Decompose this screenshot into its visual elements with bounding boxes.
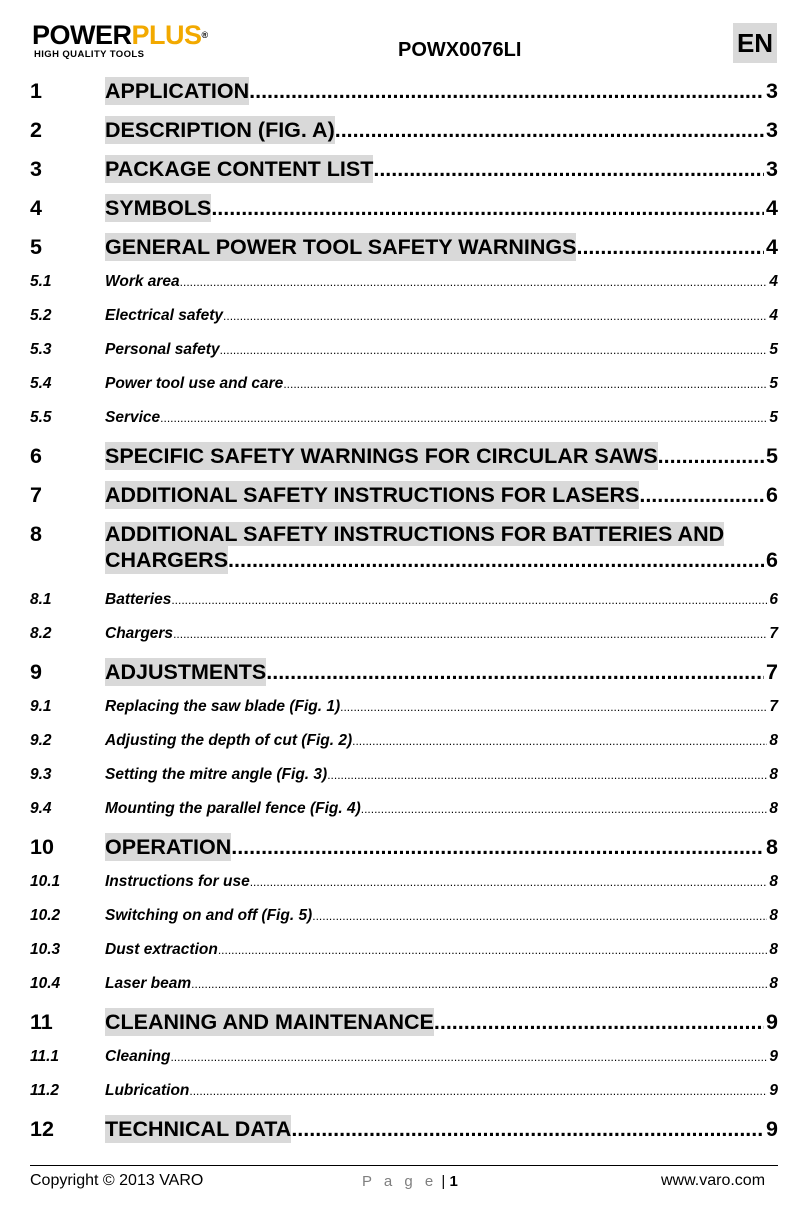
toc-page-number: 3 — [766, 118, 778, 142]
toc-leader-dots — [223, 306, 767, 326]
toc-page-number: 7 — [769, 698, 778, 715]
toc-title: GENERAL POWER TOOL SAFETY WARNINGS — [105, 235, 577, 259]
toc-title: SPECIFIC SAFETY WARNINGS FOR CIRCULAR SAWS — [105, 444, 658, 468]
toc-leader-dots — [361, 799, 768, 819]
toc-chapter-row[interactable] — [30, 116, 778, 144]
toc-title: Setting the mitre angle (Fig. 3) — [105, 766, 328, 783]
toc-chapter-row[interactable] — [30, 155, 778, 183]
toc-page-number: 8 — [769, 907, 778, 924]
toc-title: Personal safety — [105, 341, 220, 358]
footer-page-number: 1 — [449, 1173, 458, 1190]
toc-section-row[interactable] — [30, 799, 778, 819]
toc-title-line — [105, 765, 778, 785]
logo-registered: ® — [201, 30, 208, 40]
toc-number: 5.4 — [30, 375, 52, 392]
toc-leader-dots — [220, 340, 768, 360]
toc-title-line — [105, 340, 778, 360]
toc-section-row[interactable] — [30, 374, 778, 394]
footer-copyright: Copyright © 2013 VARO — [30, 1172, 204, 1189]
toc-title: Electrical safety — [105, 307, 224, 324]
toc-section-row[interactable] — [30, 1081, 778, 1101]
brand-logo — [32, 22, 247, 58]
toc-title-line — [105, 194, 778, 222]
toc-page-number: 8 — [769, 975, 778, 992]
toc-leader-dots — [189, 1081, 767, 1101]
toc-title: APPLICATION — [105, 79, 250, 103]
toc-page-number: 6 — [766, 548, 778, 572]
toc-number: 10.3 — [30, 941, 61, 958]
toc-number: 5.2 — [30, 307, 52, 324]
toc-chapter-row[interactable] — [30, 481, 778, 509]
toc-title-line — [105, 624, 778, 644]
toc-title: OPERATION — [105, 835, 232, 859]
toc-title-line — [105, 1081, 778, 1101]
toc-number: 9.4 — [30, 800, 52, 817]
toc-number: 12 — [30, 1117, 54, 1141]
footer-divider — [30, 1165, 778, 1166]
toc-title: Power tool use and care — [105, 375, 284, 392]
footer-page-separator: | — [437, 1173, 450, 1190]
toc-number: 5.3 — [30, 341, 52, 358]
toc-leader-dots — [658, 442, 764, 470]
language-badge: EN — [733, 23, 777, 63]
toc-title: Chargers — [105, 625, 174, 642]
toc-chapter-row[interactable] — [30, 658, 778, 686]
toc-page-number: 4 — [769, 307, 778, 324]
toc-title-line — [105, 546, 778, 574]
toc-number: 9 — [30, 660, 42, 684]
toc-page-number: 5 — [769, 409, 778, 426]
toc-leader-dots — [266, 658, 764, 686]
toc-title: CHARGERS — [105, 548, 229, 572]
toc-number: 8.2 — [30, 625, 52, 642]
toc-title-line — [105, 77, 778, 105]
toc-page-number: 8 — [769, 800, 778, 817]
toc-page-number: 4 — [769, 273, 778, 290]
toc-page-number: 5 — [766, 444, 778, 468]
toc-leader-dots — [180, 272, 768, 292]
toc-title: CLEANING AND MAINTENANCE — [105, 1010, 434, 1034]
toc-page-number: 9 — [766, 1010, 778, 1034]
toc-title-line — [105, 116, 778, 144]
toc-title-line — [105, 1047, 778, 1067]
toc-title: Dust extraction — [105, 941, 218, 958]
toc-leader-dots — [231, 833, 764, 861]
toc-title-line — [105, 906, 778, 926]
toc-section-row[interactable] — [30, 765, 778, 785]
toc-leader-dots — [312, 906, 767, 926]
toc-page-number: 8 — [769, 732, 778, 749]
toc-number: 10 — [30, 835, 54, 859]
toc-chapter-row[interactable] — [30, 1115, 778, 1143]
toc-page-number: 6 — [766, 483, 778, 507]
toc-title-line1 — [105, 520, 724, 548]
toc-section-row[interactable] — [30, 697, 778, 717]
toc-title: Service — [105, 409, 161, 426]
toc-title-line — [105, 481, 778, 509]
toc-number: 5 — [30, 235, 42, 259]
toc-leader-dots — [228, 546, 764, 574]
toc-page-number: 3 — [766, 79, 778, 103]
toc-section-row[interactable] — [30, 306, 778, 326]
toc-title: DESCRIPTION (FIG. A) — [105, 118, 335, 142]
toc-title-text: ADDITIONAL SAFETY INSTRUCTIONS FOR BATTERIES AND — [105, 522, 725, 546]
toc-number: 7 — [30, 483, 42, 507]
toc-number: 8.1 — [30, 591, 52, 608]
toc-chapter-row[interactable] — [30, 233, 778, 261]
toc-title-line — [105, 233, 778, 261]
toc-number: 2 — [30, 118, 42, 142]
toc-page-number: 5 — [769, 375, 778, 392]
toc-leader-dots — [249, 77, 764, 105]
toc-title-line — [105, 408, 778, 428]
toc-title: Mounting the parallel fence (Fig. 4) — [105, 800, 361, 817]
toc-title-line — [105, 442, 778, 470]
toc-number: 1 — [30, 79, 42, 103]
toc-section-row[interactable] — [30, 340, 778, 360]
toc-section-row[interactable] — [30, 906, 778, 926]
toc-page-number: 7 — [766, 660, 778, 684]
toc-leader-dots — [160, 408, 767, 428]
toc-chapter-row[interactable] — [30, 520, 778, 574]
toc-number: 9.2 — [30, 732, 52, 749]
toc-number: 6 — [30, 444, 42, 468]
toc-page-number: 9 — [769, 1048, 778, 1065]
toc-title-line — [105, 940, 778, 960]
toc-section-row[interactable] — [30, 1047, 778, 1067]
toc-leader-dots — [191, 974, 767, 994]
toc-number: 9.3 — [30, 766, 52, 783]
toc-leader-dots — [171, 590, 767, 610]
toc-section-row[interactable] — [30, 590, 778, 610]
toc-page-number: 5 — [769, 341, 778, 358]
footer-website[interactable]: www.varo.com — [661, 1172, 766, 1189]
toc-title-line — [105, 155, 778, 183]
toc-title: SYMBOLS — [105, 196, 212, 220]
toc-leader-dots — [218, 940, 768, 960]
toc-title: Work area — [105, 273, 180, 290]
toc-page-number: 8 — [769, 941, 778, 958]
toc-title-line — [105, 731, 778, 751]
model-number: POWX0076LI — [398, 39, 522, 61]
toc-page-number: 9 — [769, 1082, 778, 1099]
toc-section-row[interactable] — [30, 872, 778, 892]
toc-number: 4 — [30, 196, 42, 220]
toc-chapter-row[interactable] — [30, 194, 778, 222]
toc-chapter-row[interactable] — [30, 833, 778, 861]
toc-leader-dots — [576, 233, 764, 261]
toc-title-line — [105, 799, 778, 819]
toc-leader-dots — [170, 1047, 767, 1067]
logo-power: POWER — [32, 20, 132, 50]
toc-section-row[interactable] — [30, 624, 778, 644]
toc-leader-dots — [434, 1008, 764, 1036]
footer-page-word: P a g e — [362, 1173, 438, 1190]
toc-page-number: 8 — [769, 766, 778, 783]
toc-title-line — [105, 974, 778, 994]
toc-title: Replacing the saw blade (Fig. 1) — [105, 698, 341, 715]
toc-number: 8 — [30, 522, 42, 546]
toc-title-line — [105, 272, 778, 292]
toc-leader-dots — [327, 765, 767, 785]
toc-page-number: 3 — [766, 157, 778, 181]
toc-title: Switching on and off (Fig. 5) — [105, 907, 313, 924]
logo-tagline: HIGH QUALITY TOOLS — [34, 49, 145, 60]
toc-title-line — [105, 590, 778, 610]
toc-leader-dots — [373, 155, 764, 183]
toc-number: 9.1 — [30, 698, 52, 715]
toc-page-number: 4 — [766, 196, 778, 220]
toc-number: 11 — [30, 1010, 53, 1034]
toc-section-row[interactable] — [30, 408, 778, 428]
logo-wordmark — [32, 22, 208, 49]
toc-number: 11.1 — [30, 1048, 60, 1065]
toc-leader-dots — [173, 624, 767, 644]
toc-number: 5.1 — [30, 273, 52, 290]
toc-leader-dots — [211, 194, 764, 222]
toc-number: 10.2 — [30, 907, 61, 924]
toc-leader-dots — [250, 872, 768, 892]
toc-title-line — [105, 1008, 778, 1036]
toc-page-number: 8 — [769, 873, 778, 890]
toc-leader-dots — [352, 731, 767, 751]
toc-title-line — [105, 833, 778, 861]
toc-title: TECHNICAL DATA — [105, 1117, 292, 1141]
toc-section-row[interactable] — [30, 974, 778, 994]
toc-title: Cleaning — [105, 1048, 171, 1065]
toc-title: Batteries — [105, 591, 172, 608]
toc-page-number: 6 — [769, 591, 778, 608]
toc-section-row[interactable] — [30, 272, 778, 292]
toc-chapter-row[interactable] — [30, 1008, 778, 1036]
toc-page-number: 4 — [766, 235, 778, 259]
toc-title-line — [105, 374, 778, 394]
toc-leader-dots — [291, 1115, 764, 1143]
toc-chapter-row[interactable] — [30, 442, 778, 470]
toc-title: PACKAGE CONTENT LIST — [105, 157, 374, 181]
toc-title: Laser beam — [105, 975, 192, 992]
logo-plus: PLUS — [131, 20, 202, 50]
toc-number: 11.2 — [30, 1082, 60, 1099]
toc-leader-dots — [639, 481, 764, 509]
toc-chapter-row[interactable] — [30, 77, 778, 105]
toc-number: 5.5 — [30, 409, 52, 426]
toc-number: 3 — [30, 157, 42, 181]
toc-section-row[interactable] — [30, 731, 778, 751]
toc-title-line — [105, 872, 778, 892]
toc-page-number: 8 — [766, 835, 778, 859]
toc-title-line — [105, 697, 778, 717]
toc-leader-dots — [283, 374, 767, 394]
toc-title-line — [105, 1115, 778, 1143]
toc-title-line — [105, 306, 778, 326]
toc-section-row[interactable] — [30, 940, 778, 960]
toc-title: Lubrication — [105, 1082, 190, 1099]
toc-title: Instructions for use — [105, 873, 250, 890]
toc-page-number: 9 — [766, 1117, 778, 1141]
toc-number: 10.1 — [30, 873, 61, 890]
toc-title: Adjusting the depth of cut (Fig. 2) — [105, 732, 353, 749]
toc-page-number: 7 — [769, 625, 778, 642]
toc-title: ADDITIONAL SAFETY INSTRUCTIONS FOR LASERS — [105, 483, 640, 507]
toc-title: ADJUSTMENTS — [105, 660, 267, 684]
toc-number: 10.4 — [30, 975, 61, 992]
toc-leader-dots — [335, 116, 764, 144]
footer-page-indicator — [362, 1172, 458, 1192]
toc-leader-dots — [340, 697, 767, 717]
toc-title-line — [105, 658, 778, 686]
